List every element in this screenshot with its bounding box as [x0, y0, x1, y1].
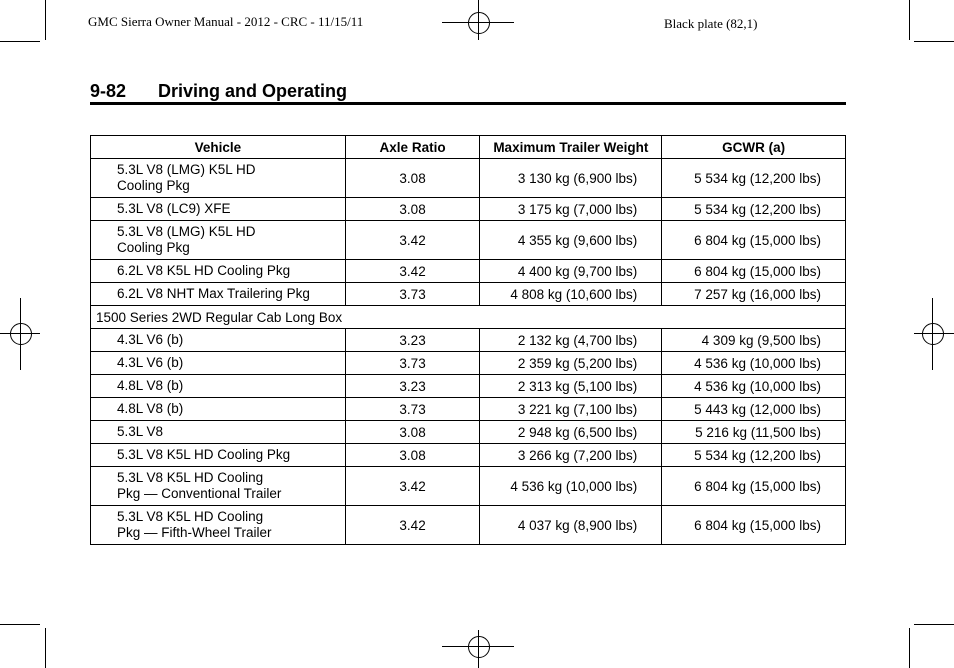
- gcwr-cell: 4 309 kg (9,500 lbs): [662, 329, 846, 352]
- table-row: [91, 506, 846, 545]
- gcwr-cell: 5 443 kg (12,000 lbs): [662, 398, 846, 421]
- column-header: Vehicle: [91, 136, 346, 159]
- print-header-left: GMC Sierra Owner Manual - 2012 - CRC - 11/15/11: [88, 14, 364, 29]
- gcwr-cell: 5 216 kg (11,500 lbs): [662, 421, 846, 444]
- max-trailer-weight-cell: 3 221 kg (7,100 lbs): [480, 398, 662, 421]
- max-trailer-weight-cell: 2 132 kg (4,700 lbs): [480, 329, 662, 352]
- gcwr-cell: 6 804 kg (15,000 lbs): [662, 221, 846, 260]
- axle-ratio-cell: 3.08: [345, 159, 480, 198]
- vehicle-cell: 6.2L V8 K5L HD Cooling Pkg: [91, 260, 346, 283]
- axle-ratio-cell: 3.73: [345, 352, 480, 375]
- max-trailer-weight-cell: 3 266 kg (7,200 lbs): [480, 444, 662, 467]
- vehicle-line: 5.3L V8 (LMG) K5L HD: [117, 162, 256, 177]
- table-row: [91, 375, 846, 398]
- towing-table: [90, 135, 846, 545]
- gcwr-cell: 5 534 kg (12,200 lbs): [662, 159, 846, 198]
- table-row: [91, 329, 846, 352]
- vehicle-cell: [91, 159, 346, 198]
- gcwr-cell: 6 804 kg (15,000 lbs): [662, 467, 846, 506]
- crop-mark: [0, 624, 40, 625]
- vehicle-cell: 4.3L V6 (b): [91, 352, 346, 375]
- axle-ratio-cell: 3.42: [345, 467, 480, 506]
- crop-mark: [45, 628, 46, 668]
- column-header: Maximum Trailer Weight: [480, 136, 662, 159]
- axle-ratio-cell: 3.08: [345, 421, 480, 444]
- print-header-right: Black plate (82,1): [664, 16, 758, 31]
- vehicle-line: Cooling Pkg: [117, 240, 190, 255]
- vehicle-line: Pkg — Fifth-Wheel Trailer: [117, 525, 272, 540]
- crop-mark: [914, 624, 954, 625]
- table-row: [91, 444, 846, 467]
- table-section-row: [91, 306, 846, 329]
- vehicle-cell: 4.3L V6 (b): [91, 329, 346, 352]
- gcwr-cell: 7 257 kg (16,000 lbs): [662, 283, 846, 306]
- axle-ratio-cell: 3.08: [345, 444, 480, 467]
- page-heading: [90, 81, 347, 102]
- table-row: [91, 421, 846, 444]
- vehicle-line: 5.3L V8 K5L HD Cooling: [117, 470, 264, 485]
- vehicle-cell: 5.3L V8 (LC9) XFE: [91, 198, 346, 221]
- vehicle-cell: 4.8L V8 (b): [91, 375, 346, 398]
- max-trailer-weight-cell: 3 175 kg (7,000 lbs): [480, 198, 662, 221]
- vehicle-cell: 5.3L V8 K5L HD Cooling Pkg: [91, 444, 346, 467]
- vehicle-cell: [91, 467, 346, 506]
- vehicle-cell: [91, 506, 346, 545]
- vehicle-cell: 4.8L V8 (b): [91, 398, 346, 421]
- max-trailer-weight-cell: 4 037 kg (8,900 lbs): [480, 506, 662, 545]
- vehicle-cell: [91, 221, 346, 260]
- axle-ratio-cell: 3.23: [345, 329, 480, 352]
- crop-mark: [0, 41, 40, 42]
- axle-ratio-cell: 3.42: [345, 506, 480, 545]
- vehicle-cell: 5.3L V8: [91, 421, 346, 444]
- axle-ratio-cell: 3.08: [345, 198, 480, 221]
- gcwr-cell: 6 804 kg (15,000 lbs): [662, 260, 846, 283]
- crop-mark: [45, 0, 46, 40]
- gcwr-cell: 4 536 kg (10,000 lbs): [662, 375, 846, 398]
- axle-ratio-cell: 3.42: [345, 260, 480, 283]
- axle-ratio-cell: 3.73: [345, 283, 480, 306]
- vehicle-cell: 6.2L V8 NHT Max Trailering Pkg: [91, 283, 346, 306]
- table-row: [91, 352, 846, 375]
- section-label-cell: 1500 Series 2WD Regular Cab Long Box: [91, 306, 846, 329]
- vehicle-line: 5.3L V8 K5L HD Cooling: [117, 509, 264, 524]
- max-trailer-weight-cell: 4 400 kg (9,700 lbs): [480, 260, 662, 283]
- column-header: Axle Ratio: [345, 136, 480, 159]
- vehicle-line: 5.3L V8 (LMG) K5L HD: [117, 224, 256, 239]
- max-trailer-weight-cell: 4 536 kg (10,000 lbs): [480, 467, 662, 506]
- max-trailer-weight-cell: 4 808 kg (10,600 lbs): [480, 283, 662, 306]
- axle-ratio-cell: 3.42: [345, 221, 480, 260]
- table-row: [91, 159, 846, 198]
- gcwr-cell: 5 534 kg (12,200 lbs): [662, 198, 846, 221]
- crop-mark: [909, 0, 910, 40]
- table-row: [91, 283, 846, 306]
- max-trailer-weight-cell: 4 355 kg (9,600 lbs): [480, 221, 662, 260]
- table-header-row: [91, 136, 846, 159]
- gcwr-cell: 5 534 kg (12,200 lbs): [662, 444, 846, 467]
- table-row: [91, 467, 846, 506]
- max-trailer-weight-cell: 2 313 kg (5,100 lbs): [480, 375, 662, 398]
- max-trailer-weight-cell: 2 948 kg (6,500 lbs): [480, 421, 662, 444]
- vehicle-line: Pkg — Conventional Trailer: [117, 486, 282, 501]
- gcwr-cell: 4 536 kg (10,000 lbs): [662, 352, 846, 375]
- axle-ratio-cell: 3.73: [345, 398, 480, 421]
- table-row: [91, 398, 846, 421]
- section-title: Driving and Operating: [158, 81, 348, 101]
- page-number: 9-82: [90, 81, 127, 101]
- table-row: [91, 221, 846, 260]
- vehicle-line: Cooling Pkg: [117, 178, 190, 193]
- max-trailer-weight-cell: 2 359 kg (5,200 lbs): [480, 352, 662, 375]
- axle-ratio-cell: 3.23: [345, 375, 480, 398]
- max-trailer-weight-cell: 3 130 kg (6,900 lbs): [480, 159, 662, 198]
- crop-mark: [909, 628, 910, 668]
- column-header: GCWR (a): [662, 136, 846, 159]
- crop-mark: [914, 41, 954, 42]
- table-row: [91, 260, 846, 283]
- gcwr-cell: 6 804 kg (15,000 lbs): [662, 506, 846, 545]
- table-row: [91, 198, 846, 221]
- heading-rule: [90, 102, 846, 105]
